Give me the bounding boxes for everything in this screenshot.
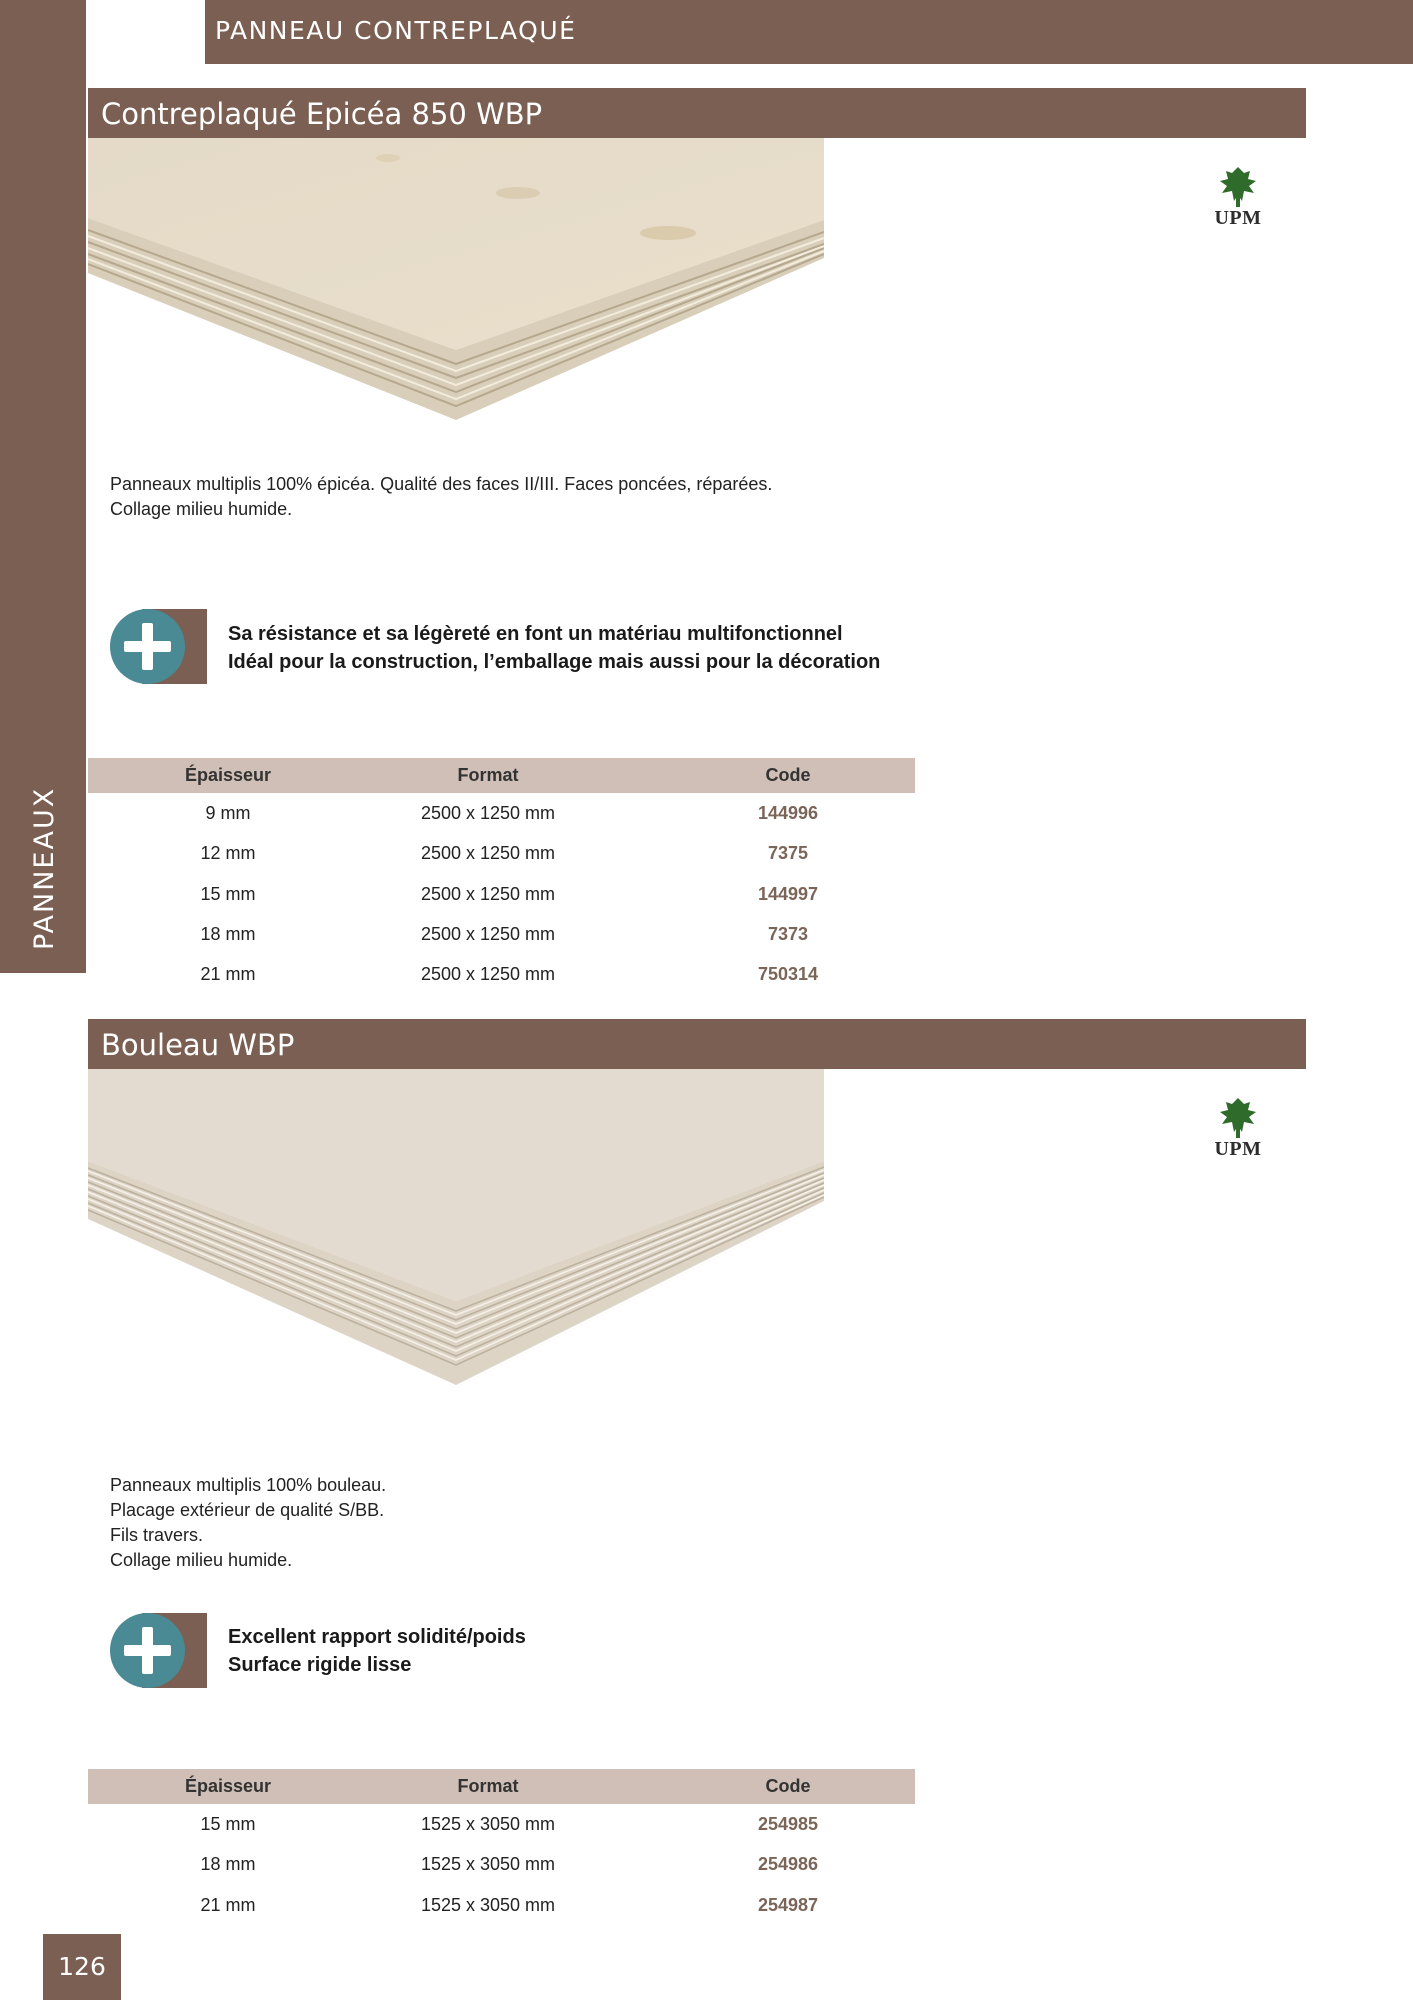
cell-format: 2500 x 1250 mm — [420, 803, 556, 823]
cell-code: 254986 — [757, 1854, 819, 1875]
brand-logo-text: UPM — [1214, 207, 1262, 229]
brand-logo-text: UPM — [1214, 1138, 1262, 1160]
table-row — [88, 874, 915, 914]
table-row — [88, 1804, 915, 1844]
table-row — [88, 914, 915, 954]
spec-table — [88, 758, 915, 994]
cell-epaisseur: 15 mm — [200, 883, 256, 904]
cell-code: 7375 — [767, 843, 809, 864]
product-description — [110, 1473, 386, 1573]
cell-epaisseur: 18 mm — [200, 1854, 256, 1875]
table-row — [88, 793, 915, 833]
description-line: Panneaux multiplis 100% épicéa. Qualité des faces II/III. Faces poncées, réparées. — [110, 474, 773, 494]
description-line: Collage milieu humide. — [110, 499, 293, 519]
feature-line: Sa résistance et sa légèreté en font un matériau multifonctionnel — [228, 623, 843, 645]
description-line: Placage extérieur de qualité S/BB. — [110, 1500, 385, 1520]
product-photo — [88, 1069, 824, 1389]
plus-icon — [110, 609, 185, 684]
cell-code: 254985 — [757, 1814, 819, 1834]
cell-format: 1525 x 3050 mm — [420, 1894, 556, 1915]
page-number-badge — [43, 1934, 121, 2000]
column-header-format: Format — [457, 1776, 519, 1796]
description-line: Collage milieu humide. — [110, 1550, 293, 1570]
description-line: Fils travers. — [110, 1525, 204, 1545]
cell-format: 1525 x 3050 mm — [420, 1854, 556, 1875]
column-header-epaisseur: Épaisseur — [184, 1776, 272, 1796]
column-header-epaisseur: Épaisseur — [184, 765, 272, 785]
cell-epaisseur: 15 mm — [200, 1814, 256, 1834]
cell-epaisseur: 18 mm — [200, 923, 256, 944]
cell-code: 750314 — [757, 964, 819, 985]
cell-format: 1525 x 3050 mm — [420, 1814, 556, 1834]
feature-text — [228, 1623, 526, 1679]
table-row — [88, 833, 915, 873]
cell-code: 7373 — [767, 923, 809, 944]
feature-line: Excellent rapport solidité/poids — [228, 1626, 526, 1648]
product-photo — [88, 138, 824, 428]
product-title-bar — [88, 88, 1306, 138]
upm-logo — [1203, 165, 1273, 245]
page-number: 126 — [58, 1952, 106, 1981]
griffin-icon — [1218, 1096, 1258, 1138]
cell-format: 2500 x 1250 mm — [420, 964, 556, 985]
feature-text — [228, 620, 880, 676]
description-line: Panneaux multiplis 100% bouleau. — [110, 1475, 387, 1495]
cell-format: 2500 x 1250 mm — [420, 843, 556, 864]
upm-logo — [1203, 1096, 1273, 1176]
column-header-code: Code — [765, 765, 811, 785]
cell-epaisseur: 21 mm — [200, 1894, 256, 1915]
table-row — [88, 1885, 915, 1925]
cell-code: 144997 — [757, 883, 819, 904]
cell-code: 254987 — [757, 1894, 819, 1915]
column-header-code: Code — [765, 1776, 811, 1796]
plus-icon — [110, 1613, 185, 1688]
spec-table — [88, 1769, 915, 1925]
table-header — [88, 1769, 915, 1804]
cell-epaisseur: 21 mm — [200, 964, 256, 985]
cell-format: 2500 x 1250 mm — [420, 923, 556, 944]
page-title: PANNEAU CONTREPLAQUÉ — [215, 16, 577, 45]
product-title: Contreplaqué Epicéa 850 WBP — [101, 97, 543, 131]
cell-epaisseur: 12 mm — [200, 843, 256, 864]
column-header-format: Format — [457, 765, 519, 785]
feature-line: Surface rigide lisse — [228, 1654, 412, 1676]
product-title: Bouleau WBP — [101, 1028, 295, 1062]
table-header — [88, 758, 915, 793]
feature-line: Idéal pour la construction, l’emballage mais aussi pour la décoration — [228, 651, 881, 673]
product-title-bar — [88, 1019, 1306, 1069]
cell-code: 144996 — [757, 803, 819, 823]
feature-badge — [110, 1613, 207, 1688]
table-row — [88, 1844, 915, 1884]
cell-epaisseur: 9 mm — [205, 803, 251, 823]
section-side-label: PANNEAUX — [29, 786, 60, 950]
table-row — [88, 954, 915, 994]
cell-format: 2500 x 1250 mm — [420, 883, 556, 904]
griffin-icon — [1218, 165, 1258, 207]
product-description — [110, 472, 772, 522]
page-header — [205, 0, 1413, 64]
feature-badge — [110, 609, 207, 684]
